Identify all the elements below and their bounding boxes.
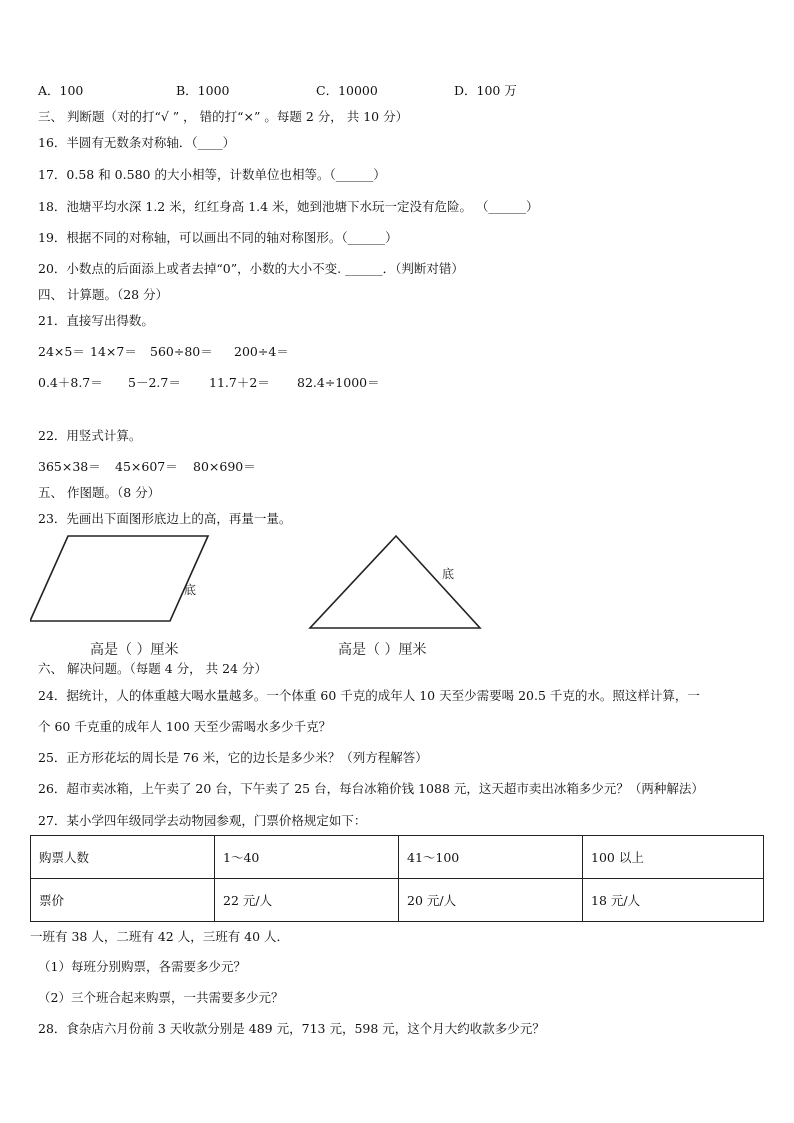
ticket-price-table	[30, 835, 764, 922]
option-d: D．100 万	[454, 83, 517, 98]
oral-calc-item: 560÷80＝	[150, 344, 213, 359]
triangle-shape	[310, 536, 480, 628]
parallelogram-base-label: 底	[184, 583, 197, 597]
question-26: 26．超市卖冰箱，上午卖了 20 台，下午卖了 25 台，每台冰箱价钱 1088 元，这天超市卖出冰箱多少元？（两种解法）	[38, 781, 704, 796]
triangle-height-label: 高是（ ）厘米	[338, 642, 427, 658]
question-16: 16．半圆有无数条对称轴．（____）	[38, 135, 236, 150]
table-cell: 41～100	[399, 836, 583, 879]
option-b: B．1000	[176, 83, 230, 98]
question-21: 21．直接写出得数。	[38, 313, 154, 328]
option-a: A．100	[38, 83, 84, 98]
question-20: 20．小数点的后面添上或者去掉“0”，小数的大小不变. ______．（判断对错）	[38, 261, 464, 276]
section4-title: 四、 计算题。（28 分）	[38, 287, 169, 302]
question-25: 25．正方形花坛的周长是 76 米，它的边长是多少米？（列方程解答）	[38, 750, 428, 765]
triangle-base-label: 底	[442, 567, 455, 581]
table-cell: 100 以上	[583, 836, 764, 879]
question-17: 17．0.58 和 0.580 的大小相等，计数单位也相等。（______）	[38, 167, 386, 182]
question-24-line-1: 24．据统计，人的体重越大喝水量越多。一个体重 60 千克的成年人 10 天至少需要喝 20.5 千克的水。照这样计算，一	[38, 688, 700, 703]
question-18: 18．池塘平均水深 1.2 米，红红身高 1.4 米，她到池塘下水玩一定没有危险。 （______）	[38, 199, 539, 214]
table-cell: 票价	[31, 879, 215, 922]
oral-calc-row-2	[38, 375, 380, 391]
vertical-calc-item: 80×690＝	[193, 459, 256, 474]
oral-calc-item: 82.4÷1000＝	[297, 375, 380, 390]
question-28: 28．食杂店六月份前 3 天收款分别是 489 元，713 元，598 元，这个月大约收款多少元？	[38, 1021, 545, 1036]
table-row	[31, 879, 764, 922]
table-row	[31, 836, 764, 879]
oral-calc-item: 200÷4＝	[234, 344, 289, 359]
table-cell: 20 元/人	[399, 879, 583, 922]
oral-calc-item: 24×5＝	[38, 344, 85, 359]
question-24-line-2: 个 60 千克重的成年人 100 天至少需喝水多少千克？	[38, 719, 332, 734]
table-cell: 18 元/人	[583, 879, 764, 922]
geometry-figures	[30, 528, 500, 660]
oral-calc-item: 11.7＋2＝	[209, 375, 270, 390]
question-27-sub-2: （2）三个班合起来购票，一共需要多少元？	[38, 990, 284, 1005]
question-27: 27．某小学四年级同学去动物园参观，门票价格规定如下：	[38, 813, 367, 828]
question-23: 23．先画出下面图形底边上的高，再量一量。	[38, 511, 292, 526]
vertical-calc-item: 45×607＝	[115, 459, 178, 474]
question-27-sub-1: （1）每班分别购票，各需要多少元？	[38, 959, 246, 974]
vertical-calc-item: 365×38＝	[38, 459, 101, 474]
section3-title: 三、 判断题（对的打“√ ” ， 错的打“×” 。每题 2 分， 共 10 分）	[38, 109, 409, 124]
table-cell: 购票人数	[31, 836, 215, 879]
oral-calc-item: 14×7＝	[90, 344, 137, 359]
question-27-info: 一班有 38 人，二班有 42 人，三班有 40 人．	[30, 929, 290, 944]
oral-calc-item: 0.4＋8.7＝	[38, 375, 103, 390]
oral-calc-item: 5－2.7＝	[128, 375, 181, 390]
question-19: 19．根据不同的对称轴，可以画出不同的轴对称图形。（______）	[38, 230, 398, 245]
option-c: C．10000	[316, 83, 378, 98]
parallelogram-shape	[30, 536, 208, 621]
oral-calc-row-1	[38, 344, 289, 360]
question-22: 22．用竖式计算。	[38, 428, 142, 443]
parallelogram-height-label: 高是（ ）厘米	[90, 642, 179, 658]
table-cell: 22 元/人	[215, 879, 399, 922]
vertical-calc-row	[38, 459, 256, 475]
section6-title: 六、 解决问题。（每题 4 分， 共 24 分）	[38, 661, 267, 676]
section5-title: 五、 作图题。（8 分）	[38, 485, 161, 500]
table-cell: 1～40	[215, 836, 399, 879]
